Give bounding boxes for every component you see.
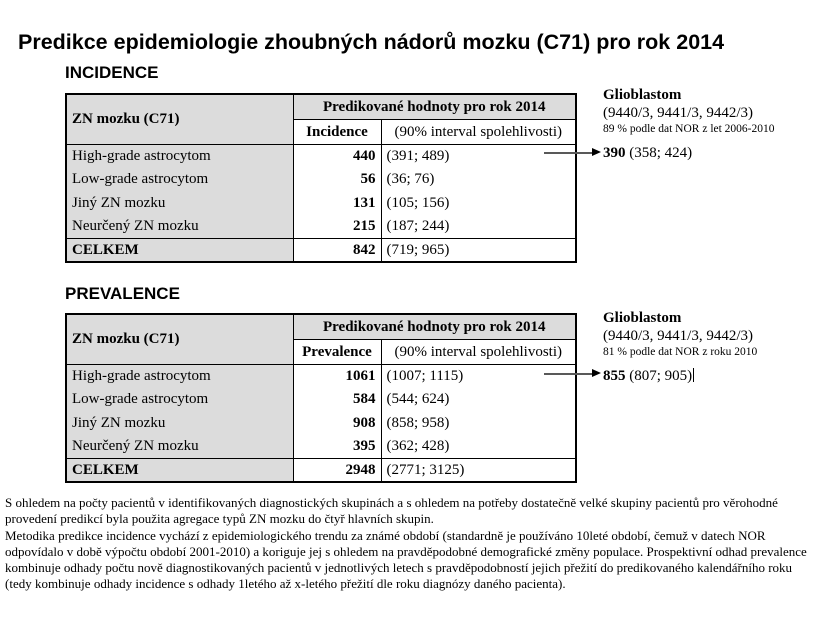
incidence-table	[65, 93, 577, 263]
table-row	[66, 435, 576, 459]
glioblastom-annotation-incidence	[603, 86, 775, 163]
predicted-value: 908	[293, 412, 381, 436]
glioblastom-annotation-prevalence	[603, 309, 757, 386]
section-heading-incidence: INCIDENCE	[65, 63, 159, 82]
confidence-interval: (544; 624)	[386, 391, 450, 408]
table-row	[66, 192, 576, 216]
annotation-title: Glioblastom	[603, 87, 682, 103]
annotation-value-line	[603, 367, 757, 386]
predicted-value: 1061	[293, 365, 381, 389]
total-confidence-interval: (2771; 3125)	[381, 459, 576, 483]
annotation-value-line	[603, 144, 775, 163]
text-cursor	[693, 368, 694, 382]
predicted-value: 440	[293, 145, 381, 169]
incidence-value-column-header: Incidence	[293, 120, 381, 145]
row-label: Jiný ZN mozku	[66, 192, 293, 216]
row-label: Jiný ZN mozku	[66, 412, 293, 436]
methodology-footnote	[5, 495, 815, 593]
arrow-right-icon	[544, 373, 592, 375]
prevalence-predicted-values-header: Predikované hodnoty pro rok 2014	[293, 314, 576, 340]
total-confidence-interval: (719; 965)	[381, 239, 576, 263]
table-row	[66, 215, 576, 239]
table-row	[66, 145, 576, 169]
annotation-note: 89 % podle dat NOR z let 2006-2010	[603, 123, 775, 135]
predicted-value: 215	[293, 215, 381, 239]
confidence-interval: (1007; 1115)	[386, 368, 464, 384]
confidence-interval: (391; 489)	[386, 148, 450, 164]
row-label: Neurčený ZN mozku	[66, 215, 293, 239]
total-row	[66, 239, 576, 263]
prevalence-table	[65, 313, 577, 483]
total-value: 842	[293, 239, 381, 263]
confidence-interval: (858; 958)	[386, 414, 450, 431]
section-heading-prevalence: PREVALENCE	[65, 284, 180, 303]
table-row	[66, 168, 576, 192]
page-title: Predikce epidemiologie zhoubných nádorů mozku (C71) pro rok 2014	[18, 30, 725, 55]
row-label: Low-grade astrocytom	[66, 168, 293, 192]
footnote-paragraph-2: Metodika predikce incidence vychází z epidemiologického trendu za známé období (standardně je používáno 10leté období, čemuž v datech NOR odpovídalo v době výpočtu období 2001-2010) a koriguje jej s ohledem na pravděpodobné demografické změny populace. Prospektivní odhad prevalence kombinuje odhady počtu nově diagnostikovaných pacientů v jednotlivých letech s pravděpodobností jejich přežití do predikovaného kalendářního roku (tedy kombinuje odhady incidence s odhady 1letého až x-letého přežití dle roku diagnózy daného pacienta).	[5, 527, 807, 592]
annotation-ci: (358; 424)	[629, 145, 693, 161]
row-label: Low-grade astrocytom	[66, 388, 293, 412]
table-row	[66, 388, 576, 412]
incidence-row-header: ZN mozku (C71)	[66, 94, 293, 145]
incidence-predicted-values-header: Predikované hodnoty pro rok 2014	[293, 94, 576, 120]
predicted-value: 584	[293, 388, 381, 412]
annotation-value: 855	[603, 368, 626, 384]
arrow-right-icon	[544, 152, 592, 154]
total-label: CELKEM	[66, 459, 293, 483]
annotation-morphology-codes: (9440/3, 9441/3, 9442/3)	[603, 105, 753, 121]
annotation-note: 81 % podle dat NOR z roku 2010	[603, 346, 758, 358]
row-label: High-grade astrocytom	[66, 365, 293, 389]
row-label: Neurčený ZN mozku	[66, 435, 293, 459]
predicted-value: 395	[293, 435, 381, 459]
footnote-paragraph-1: S ohledem na počty pacientů v identifikovaných diagnostických skupinách a s ohledem na potřeby dostatečně velké skupiny pacientů pro věrohodné provedení predikcí byla použita agregace typů ZN mozku do čtyř hlavních skupin.	[5, 495, 778, 527]
annotation-value: 390	[603, 145, 626, 161]
total-value: 2948	[293, 459, 381, 483]
row-label: High-grade astrocytom	[66, 145, 293, 169]
confidence-interval: (362; 428)	[386, 438, 450, 454]
confidence-interval: (105; 156)	[386, 194, 450, 211]
prevalence-value-column-header: Prevalence	[293, 340, 381, 365]
incidence-ci-column-header: (90% interval spolehlivosti)	[381, 120, 576, 145]
total-label: CELKEM	[66, 239, 293, 263]
table-row	[66, 365, 576, 389]
table-row	[66, 412, 576, 436]
annotation-title: Glioblastom	[603, 310, 682, 326]
prevalence-ci-column-header: (90% interval spolehlivosti)	[381, 340, 576, 365]
predicted-value: 131	[293, 192, 381, 216]
confidence-interval: (187; 244)	[386, 218, 450, 234]
annotation-ci: (807; 905)	[629, 368, 693, 384]
confidence-interval: (36; 76)	[386, 171, 435, 188]
prevalence-row-header: ZN mozku (C71)	[66, 314, 293, 365]
annotation-morphology-codes: (9440/3, 9441/3, 9442/3)	[603, 328, 753, 344]
total-row	[66, 459, 576, 483]
predicted-value: 56	[293, 168, 381, 192]
